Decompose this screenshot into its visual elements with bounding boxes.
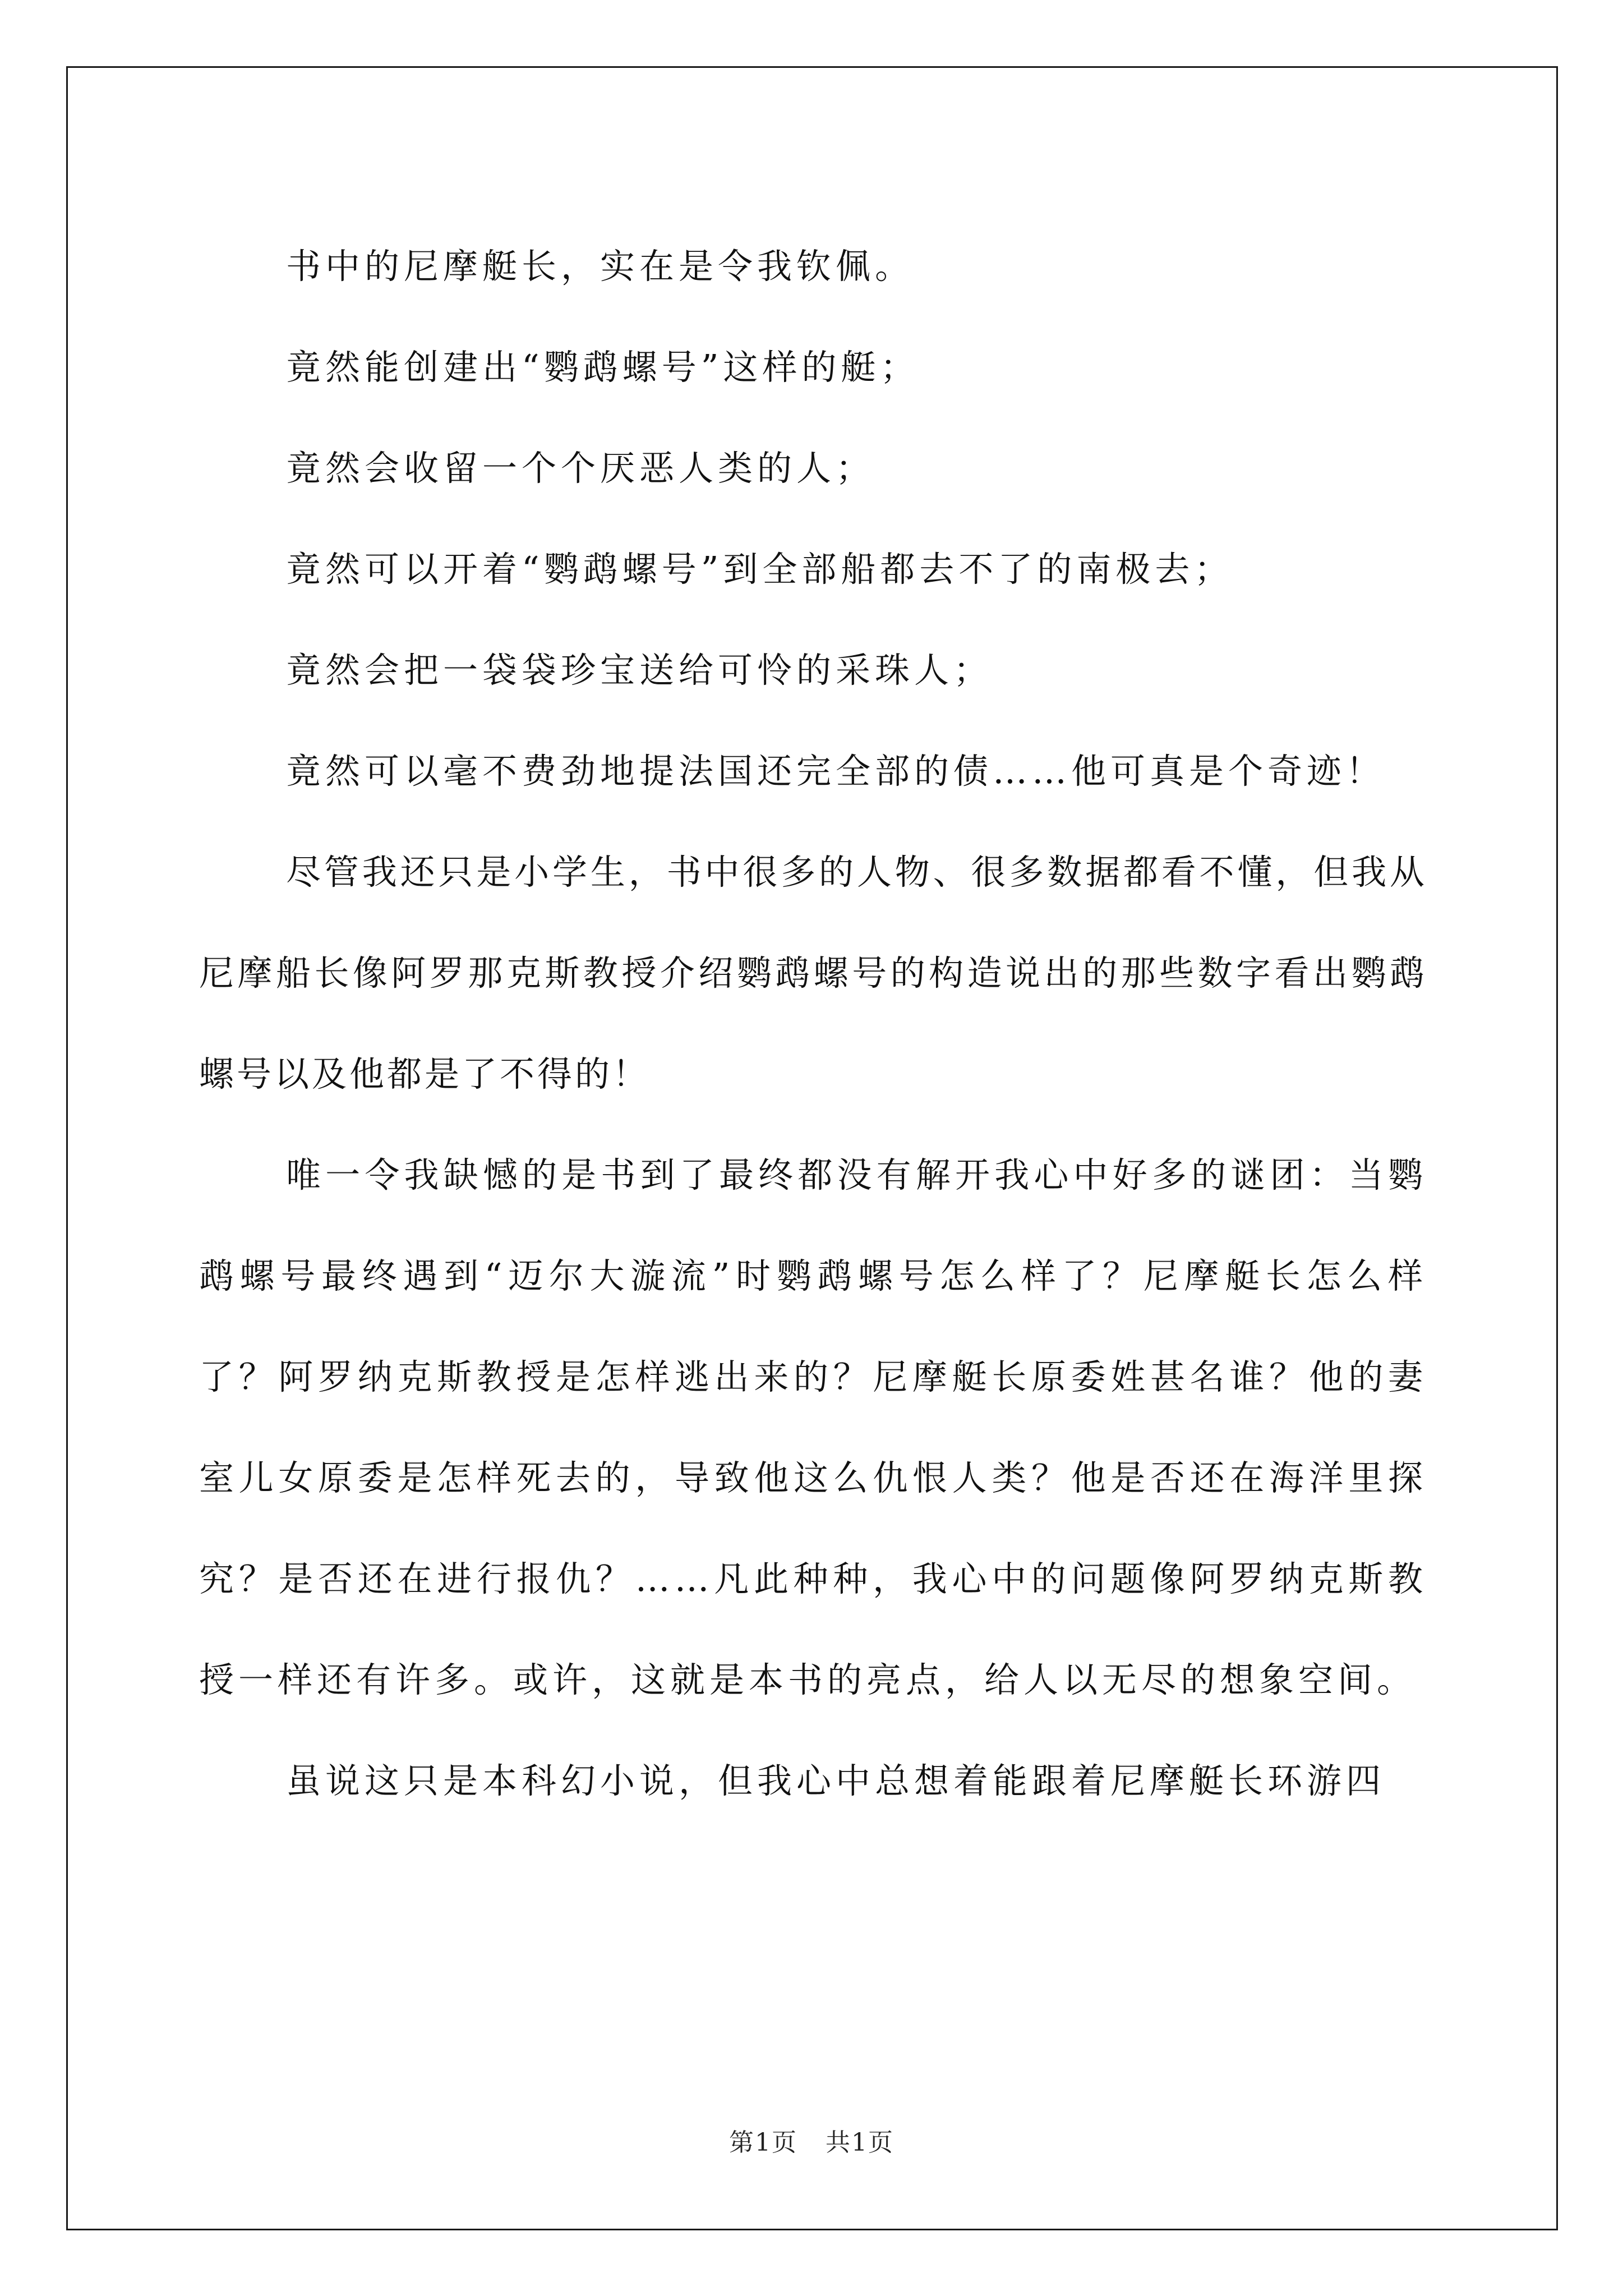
paragraph: 尽管我还只是小学生，书中很多的人物、很多数据都看不懂，但我从尼摩船长像阿罗那克斯教授介绍鹦鹉螺号的构造说出的那些数字看出鹦鹉螺号以及他都是了不得的！ [199, 852, 1427, 1094]
page-footer [0, 2126, 1623, 2160]
paragraph: 书中的尼摩艇长，实在是令我钦佩。 [286, 246, 915, 287]
paragraph: 竟然可以毫不费劲地提法国还完全部的债……他可真是个奇迹！ [286, 751, 1386, 792]
page-total: 共1页 [826, 2128, 894, 2157]
page-number: 第1页 [729, 2128, 797, 2157]
paragraph: 竟然可以开着“鹦鹉螺号”到全部船都去不了的南极去； [286, 549, 1234, 590]
paragraph: 虽说这只是本科幻小说，但我心中总想着能跟着尼摩艇长环游四 [286, 1760, 1386, 1801]
paragraph: 竟然会把一袋袋珍宝送给可怜的采珠人； [286, 650, 993, 691]
paragraph: 竟然能创建出“鹦鹉螺号”这样的艇； [286, 347, 920, 388]
paragraph: 竟然会收留一个个厌恶人类的人； [286, 448, 875, 489]
document-body [199, 216, 1427, 1832]
paragraph: 唯一令我缺憾的是书到了最终都没有解开我心中好多的谜团：当鹦鹉螺号最终遇到“迈尔大漩流”时鹦鹉螺号怎么样了？尼摩艇长怎么样了？阿罗纳克斯教授是怎样逃出来的？尼摩艇长原委姓甚名谁？他的妻室儿女原委是怎样死去的，导致他这么仇恨人类？他是否还在海洋里探究？是否还在进行报仇？……凡此种种，我心中的问题像阿罗纳克斯教授一样还有许多。或许，这就是本书的亮点，给人以无尽的想象空间。 [199, 1154, 1427, 1700]
